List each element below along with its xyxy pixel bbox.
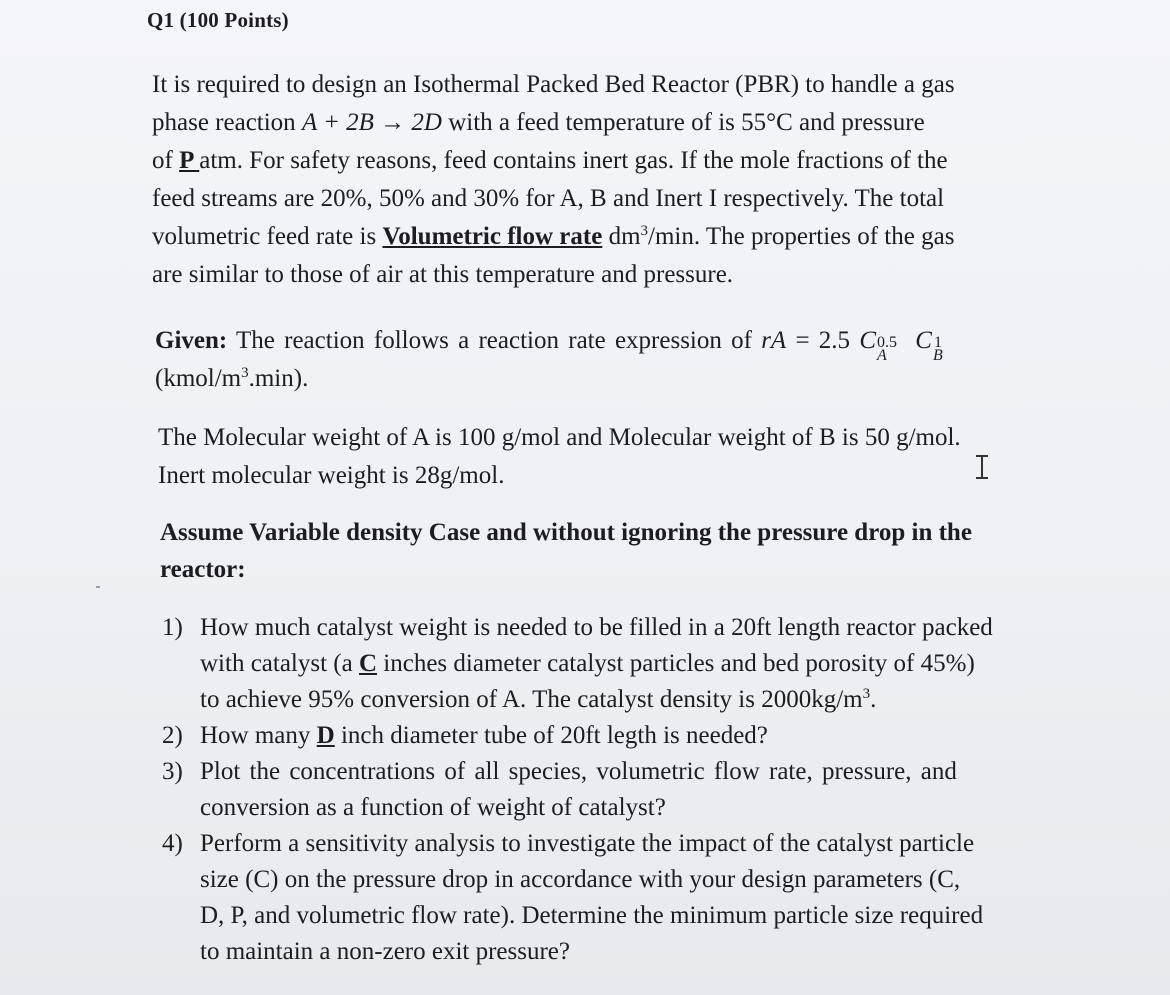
superscript: 3 <box>862 686 871 702</box>
mw-line-2: Inert molecular weight is 28g/mol. <box>158 462 505 489</box>
script-pair <box>876 334 906 364</box>
rate-units: (kmol/m <box>155 365 242 392</box>
question-text <box>200 754 1082 826</box>
question-fragment: How many <box>200 722 317 749</box>
intro-text: volumetric feed rate is <box>152 223 383 250</box>
list-item <box>162 718 1082 754</box>
question-line: How much catalyst weight is needed to be filled in a 20ft length reactor packed <box>200 614 993 641</box>
question-line: Plot the concentrations of all species, volumetric flow rate, pressure, and <box>200 758 957 785</box>
flow-rate-variable: Volumetric flow rate <box>382 223 603 250</box>
question-line <box>200 718 1082 754</box>
concentration-symbol: C <box>915 327 932 354</box>
question-fragment: to achieve 95% conversion of A. The catalyst density is 2000kg/m <box>200 686 863 713</box>
pressure-variable: P <box>179 147 200 174</box>
mw-line-1: The Molecular weight of A is 100 g/mol and Molecular weight of B is 50 g/mol. <box>158 424 961 451</box>
question-fragment: . <box>870 686 877 713</box>
intro-line-2 <box>152 104 1092 142</box>
intro-line-3 <box>152 142 1092 180</box>
reaction-equation: A + 2B → 2D <box>301 109 442 136</box>
list-number: 4) <box>162 830 183 857</box>
assumption-statement <box>160 514 1080 588</box>
question-line: to maintain a non-zero exit pressure? <box>200 938 570 965</box>
subscript-b: B <box>932 347 943 364</box>
rate-units: .min). <box>248 365 309 392</box>
assume-line-2: reactor: <box>160 556 246 583</box>
given-text: The reaction follows a reaction rate expression of <box>227 327 762 354</box>
question-list <box>162 610 1082 970</box>
page-mark <box>96 586 100 588</box>
question-fragment: with catalyst (a <box>200 650 359 677</box>
concentration-b <box>915 327 946 364</box>
intro-text: dm <box>602 223 641 250</box>
assume-line-1: Assume Variable density Case and without ignoring the pressure drop in the <box>160 519 972 546</box>
list-item <box>162 610 1082 718</box>
intro-text: /min. The properties of the gas <box>648 223 955 250</box>
exponent-a: 0.5 <box>877 334 897 351</box>
script-pair <box>932 334 946 364</box>
intro-text: with a feed temperature of is 55°C and pressure <box>441 109 925 136</box>
question-text <box>200 826 1082 970</box>
text-cursor-icon <box>975 454 989 480</box>
intro-text: of <box>152 147 180 174</box>
question-line <box>200 682 1082 718</box>
exponent-b: 1 <box>933 334 942 351</box>
question-line: conversion as a function of weight of catalyst? <box>200 794 666 821</box>
rate-equation: = 2.5 <box>786 327 860 354</box>
question-text <box>200 718 1082 754</box>
list-number: 2) <box>162 722 183 749</box>
list-item <box>162 826 1082 970</box>
given-section <box>155 322 1085 398</box>
subscript-a: A <box>877 347 887 364</box>
list-item <box>162 754 1082 826</box>
intro-text: atm. For safety reasons, feed contains inert gas. If the mole fractions of the <box>199 147 948 174</box>
concentration-symbol: C <box>859 327 876 354</box>
rate-symbol: rA <box>761 327 787 354</box>
question-line: Perform a sensitivity analysis to investigate the impact of the catalyst particle <box>200 830 975 857</box>
question-fragment: inches diameter catalyst particles and bed porosity of 45%) <box>377 650 975 677</box>
given-line-2 <box>155 360 1085 398</box>
superscript: 3 <box>241 365 249 381</box>
intro-line-1: It is required to design an Isothermal Packed Bed Reactor (PBR) to handle a gas <box>152 71 955 98</box>
intro-line-5 <box>152 218 1092 256</box>
given-label: Given: <box>155 327 228 354</box>
problem-statement <box>152 66 1092 294</box>
given-line-1 <box>155 322 1085 364</box>
question-line: D, P, and volumetric flow rate). Determine the minimum particle size required <box>200 902 984 929</box>
particle-diameter-variable: C <box>358 650 378 677</box>
question-line: size (C) on the pressure drop in accordance with your design parameters (C, <box>200 866 961 893</box>
intro-text: phase reaction <box>152 109 302 136</box>
concentration-a <box>859 327 906 364</box>
tube-diameter-variable: D <box>316 722 335 749</box>
question-heading: Q1 (100 Points) <box>147 8 289 32</box>
intro-line-6: are similar to those of air at this temperature and pressure. <box>152 261 734 288</box>
molecular-weights <box>158 419 1088 495</box>
question-text <box>200 610 1082 718</box>
superscript: 3 <box>640 223 649 239</box>
list-number: 3) <box>162 758 183 785</box>
question-line <box>200 646 1082 682</box>
intro-line-4: feed streams are 20%, 50% and 30% for A, B and Inert I respectively. The total <box>152 185 945 212</box>
list-number: 1) <box>162 614 183 641</box>
question-fragment: inch diameter tube of 20ft legth is needed? <box>334 722 768 749</box>
